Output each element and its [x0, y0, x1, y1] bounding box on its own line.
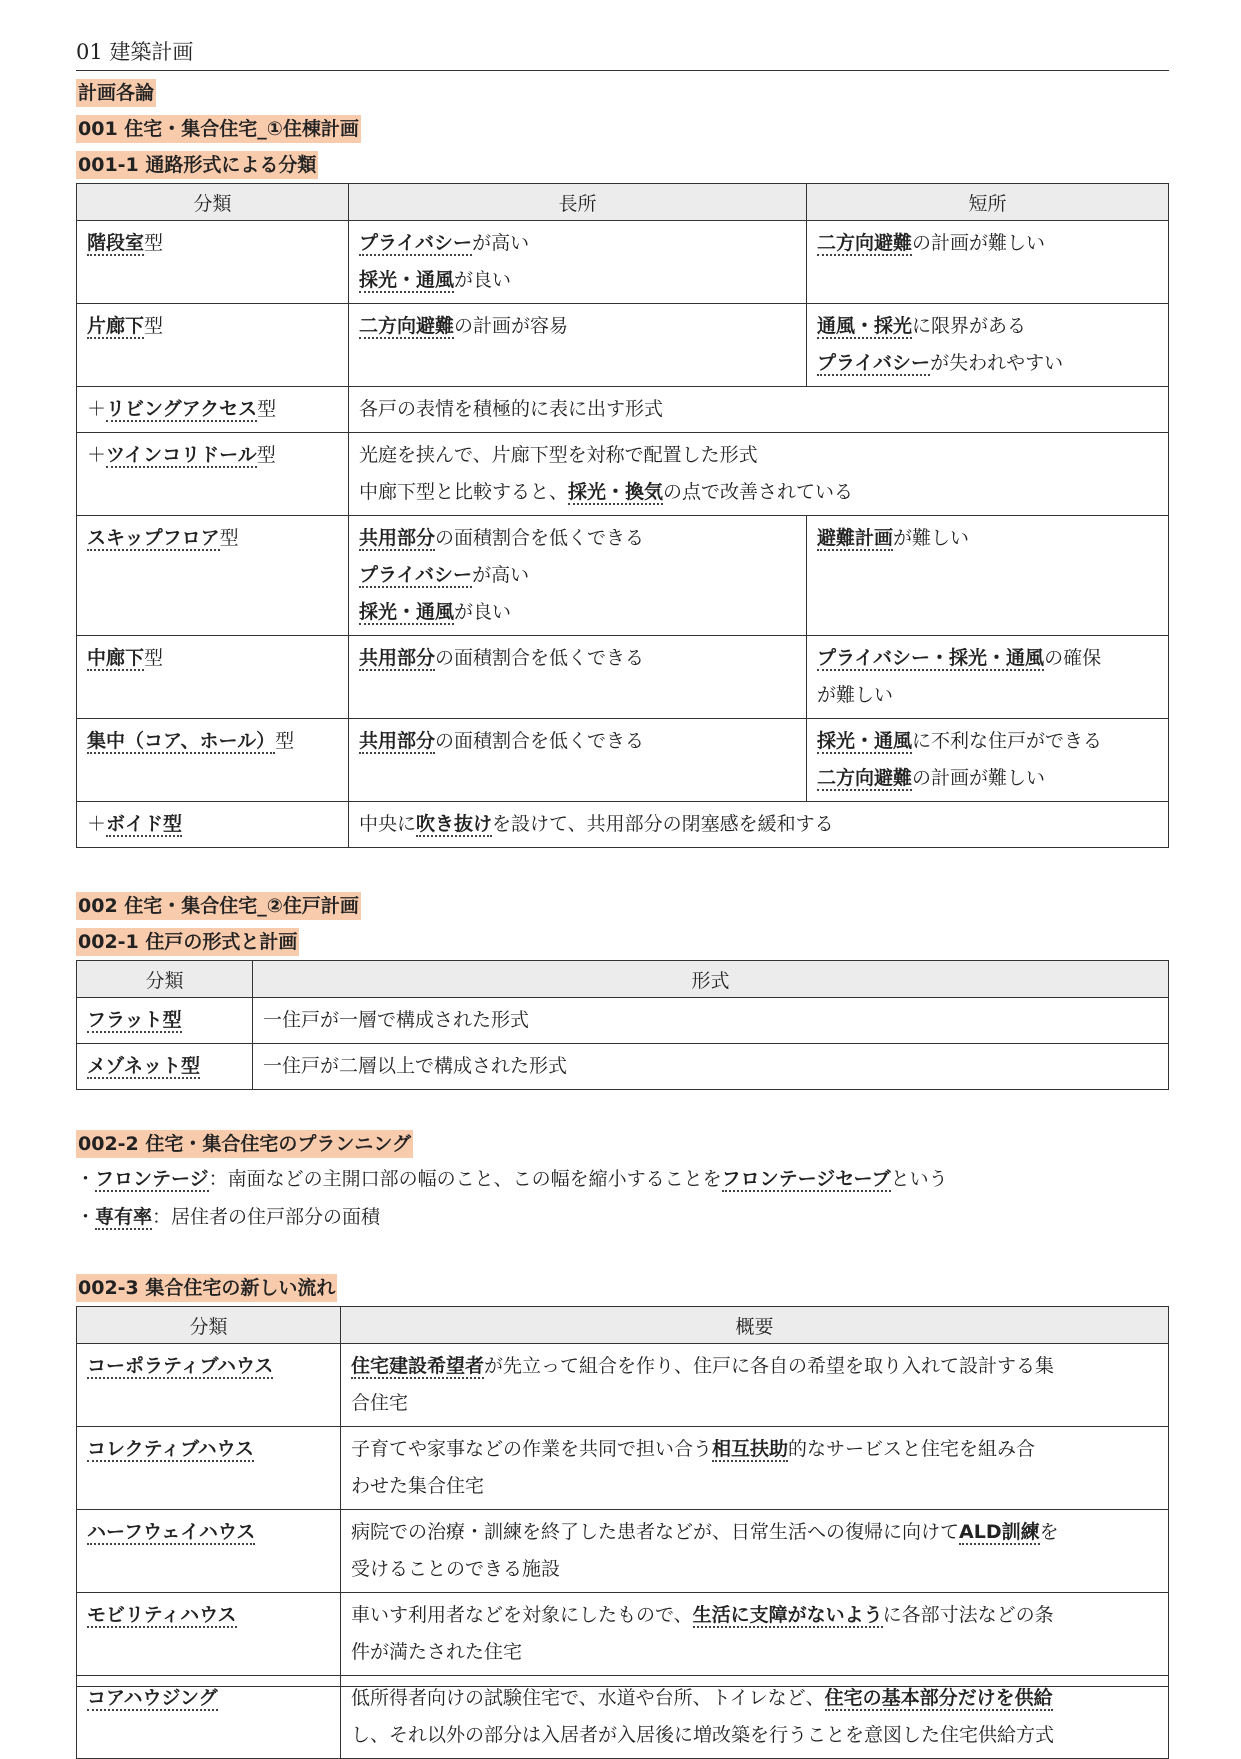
category-cell — [77, 636, 349, 719]
summary-cell — [341, 1676, 1169, 1759]
merit-cell-term: 採光・通風 — [359, 601, 455, 623]
merit-cell-text: の計画が容易 — [454, 315, 569, 337]
heading-002-3: 002-3 集合住宅の新しい流れ — [76, 1274, 337, 1302]
category-cell-line — [87, 723, 338, 760]
summary-cell — [341, 1427, 1169, 1510]
table-corridor-types — [76, 183, 1169, 848]
bullet-text: ：南面などの主開口部の幅のこと、この幅を縮小することを — [208, 1168, 722, 1190]
summary-cell-line — [351, 1634, 1158, 1671]
bullet-text: ・ — [76, 1206, 96, 1228]
table-row — [77, 719, 1169, 802]
table-row — [77, 636, 1169, 719]
table-row — [77, 1344, 1169, 1427]
category-cell-line — [87, 520, 338, 557]
category-cell-text: 型 — [144, 315, 164, 337]
merit-cell-line — [359, 557, 796, 594]
column-header: 形式 — [253, 961, 1169, 998]
category-cell — [77, 516, 349, 636]
category-cell — [77, 1427, 341, 1510]
demerit-cell-line — [817, 225, 1158, 262]
demerit-cell-line — [817, 345, 1158, 382]
merit-cell — [349, 516, 807, 636]
demerit-cell-term: プライバシー — [817, 352, 931, 374]
merit-cell — [349, 221, 807, 304]
summary-cell-text: を — [1039, 1521, 1059, 1543]
merit-cell-term: プライバシー — [359, 232, 473, 254]
format-cell — [253, 998, 1169, 1044]
category-cell-term: ハーフウェイハウス — [87, 1521, 256, 1543]
demerit-cell-term: 二方向避難 — [817, 767, 913, 789]
category-cell — [77, 1593, 341, 1676]
description-cell-text: 各戸の表情を積極的に表に出す形式 — [359, 398, 664, 420]
summary-cell-text: 的なサービスと住宅を組み合 — [788, 1438, 1036, 1460]
merit-cell-line — [359, 308, 796, 345]
format-cell-line — [263, 1002, 1158, 1039]
demerit-cell-line — [817, 677, 1158, 714]
summary-cell-text: 受けることのできる施設 — [351, 1558, 561, 1580]
category-cell — [77, 387, 349, 433]
category-cell-term: 集中（コア、ホール） — [87, 730, 276, 752]
category-cell-term: コレクティブハウス — [87, 1438, 255, 1460]
demerit-cell-text: が難しい — [893, 527, 970, 549]
merit-cell — [349, 636, 807, 719]
category-cell-line — [87, 225, 338, 262]
summary-cell — [341, 1593, 1169, 1676]
section-title: 計画各論 — [76, 79, 156, 107]
description-cell-term: 採光・換気 — [568, 481, 664, 503]
category-cell-term: ボイド型 — [106, 813, 183, 835]
table-unit-types — [76, 960, 1169, 1090]
summary-cell-text: 子育てや家事などの作業を共同で担い合う — [351, 1438, 713, 1460]
bullet-text: ・ — [76, 1168, 96, 1190]
heading-001-1: 001-1 通路形式による分類 — [76, 151, 318, 179]
category-cell-line — [87, 1514, 330, 1551]
category-cell — [77, 433, 349, 516]
table-row — [77, 433, 1169, 516]
summary-cell-line — [351, 1551, 1158, 1588]
table-row — [77, 1427, 1169, 1510]
column-header: 概要 — [341, 1307, 1169, 1344]
demerit-cell-term: 通風・採光 — [817, 315, 913, 337]
table-row — [77, 1510, 1169, 1593]
description-cell-line — [359, 474, 1158, 511]
column-header: 分類 — [77, 1307, 341, 1344]
category-cell-term: フラット型 — [87, 1009, 182, 1031]
demerit-cell-text: に不利な住戸ができる — [912, 730, 1103, 752]
description-cell — [349, 433, 1169, 516]
merit-cell-term: 共用部分 — [359, 527, 436, 549]
summary-cell-term: ALD訓練 — [959, 1521, 1040, 1543]
heading-002-2: 002-2 住宅・集合住宅のプランニング — [76, 1130, 413, 1158]
category-cell-term: スキップフロア — [87, 527, 220, 549]
summary-cell-text: 合住宅 — [351, 1392, 409, 1414]
planning-bullets — [76, 1160, 1169, 1236]
demerit-cell-term: 二方向避難 — [817, 232, 913, 254]
summary-cell-text: 低所得者向けの試験住宅で、水道や台所、トイレなど、 — [351, 1687, 825, 1709]
demerit-cell-line — [817, 640, 1158, 677]
bullet-term: フロンテージセーブ — [721, 1168, 891, 1190]
demerit-cell-term: 避難計画 — [817, 527, 894, 549]
category-cell-line — [87, 308, 338, 345]
bullet-text: という — [890, 1168, 948, 1190]
summary-cell-line — [351, 1348, 1158, 1385]
demerit-cell-text: の確保 — [1044, 647, 1102, 669]
table-row — [77, 304, 1169, 387]
merit-cell-term: 二方向避難 — [359, 315, 455, 337]
merit-cell-text: が高い — [472, 232, 530, 254]
summary-cell-line — [351, 1385, 1158, 1422]
category-cell-term: ツインコリドール — [106, 444, 257, 466]
demerit-cell — [807, 719, 1169, 802]
demerit-cell-text: が失われやすい — [930, 352, 1064, 374]
category-cell-line — [87, 1431, 330, 1468]
summary-cell-text: 病院での治療・訓練を終了した患者などが、日常生活への復帰に向けて — [351, 1521, 960, 1543]
demerit-cell — [807, 304, 1169, 387]
category-cell-text: 型 — [219, 527, 239, 549]
demerit-cell-line — [817, 723, 1158, 760]
category-cell-line — [87, 806, 338, 843]
summary-cell-text: 車いす利用者などを対象にしたもので、 — [351, 1604, 693, 1626]
category-cell-line — [87, 1348, 330, 1385]
document-page — [76, 36, 1169, 1759]
description-cell-text: の点で改善されている — [663, 481, 854, 503]
summary-cell-line — [351, 1597, 1158, 1634]
merit-cell-line — [359, 640, 796, 677]
demerit-cell-term: プライバシー・採光・通風 — [817, 647, 1045, 669]
table-row — [77, 1593, 1169, 1676]
summary-cell-term: 生活に支障がないよう — [692, 1604, 883, 1626]
heading-001: 001 住宅・集合住宅_①住棟計画 — [76, 115, 361, 143]
category-cell-term: 片廊下 — [87, 315, 145, 337]
demerit-cell-text: に限界がある — [912, 315, 1027, 337]
merit-cell-text: が良い — [454, 601, 512, 623]
merit-cell-term: 採光・通風 — [359, 269, 455, 291]
summary-cell-line — [351, 1514, 1158, 1551]
category-cell-text: 型 — [256, 444, 276, 466]
category-cell-line — [87, 640, 338, 677]
merit-cell-line — [359, 723, 796, 760]
demerit-cell-line — [817, 760, 1158, 797]
category-cell — [77, 304, 349, 387]
bullet-term: フロンテージ — [95, 1168, 209, 1190]
category-cell-line — [87, 391, 338, 428]
demerit-cell-line — [817, 308, 1158, 345]
heading-002: 002 住宅・集合住宅_②住戸計画 — [76, 892, 361, 920]
format-cell-text: 一住戸が一層で構成された形式 — [263, 1009, 530, 1031]
merit-cell-text: が良い — [454, 269, 512, 291]
category-cell-text: ＋ — [87, 444, 107, 466]
category-cell-text: ＋ — [87, 813, 107, 835]
table-new-trends — [76, 1306, 1169, 1759]
merit-cell-text: が高い — [472, 564, 530, 586]
merit-cell-line — [359, 225, 796, 262]
category-cell — [77, 1510, 341, 1593]
demerit-cell — [807, 221, 1169, 304]
format-cell-line — [263, 1048, 1158, 1085]
column-header: 分類 — [77, 184, 349, 221]
merit-cell-text: の面積割合を低くできる — [435, 730, 645, 752]
category-cell-text: ＋ — [87, 398, 107, 420]
category-cell-text: 型 — [275, 730, 295, 752]
summary-cell-text: わせた集合住宅 — [351, 1475, 485, 1497]
merit-cell-text: の面積割合を低くできる — [435, 527, 645, 549]
summary-cell-term: 住宅の基本部分だけを供給 — [824, 1687, 1053, 1709]
merit-cell-line — [359, 594, 796, 631]
description-cell — [349, 387, 1169, 433]
demerit-cell-line — [817, 520, 1158, 557]
description-cell-text: 光庭を挟んで、片廊下型を対称で配置した形式 — [359, 444, 758, 466]
summary-cell-text: し、それ以外の部分は入居者が入居後に増改築を行うことを意図した住宅供給方式 — [351, 1724, 1055, 1746]
category-cell-text: 型 — [144, 232, 164, 254]
description-cell-term: 吹き抜け — [416, 813, 493, 835]
table-row — [77, 802, 1169, 848]
column-header: 分類 — [77, 961, 253, 998]
table-row — [77, 516, 1169, 636]
summary-cell — [341, 1510, 1169, 1593]
description-cell-line — [359, 437, 1158, 474]
category-cell-term: コーポラティブハウス — [87, 1355, 274, 1377]
description-cell — [349, 802, 1169, 848]
category-cell-term: メゾネット型 — [87, 1055, 201, 1077]
category-cell — [77, 802, 349, 848]
summary-cell-term: 住宅建設希望者 — [351, 1355, 485, 1377]
category-cell-line — [87, 437, 338, 474]
category-cell-term: 階段室 — [87, 232, 145, 254]
bullet-item — [76, 1198, 1169, 1236]
merit-cell-term: プライバシー — [359, 564, 473, 586]
table-row — [77, 1044, 1169, 1090]
summary-cell-line — [351, 1717, 1158, 1754]
table-row — [77, 221, 1169, 304]
description-cell-text: 中廊下型と比較すると、 — [359, 481, 569, 503]
description-cell-text: を設けて、共用部分の閉塞感を緩和する — [492, 813, 834, 835]
merit-cell-term: 共用部分 — [359, 730, 436, 752]
demerit-cell-text: の計画が難しい — [912, 232, 1046, 254]
category-cell — [77, 998, 253, 1044]
category-cell — [77, 1044, 253, 1090]
summary-cell-term: 相互扶助 — [712, 1438, 789, 1460]
table-row — [77, 998, 1169, 1044]
summary-cell-text: が先立って組合を作り、住戸に各自の希望を取り入れて設計する集 — [484, 1355, 1055, 1377]
category-cell-line — [87, 1048, 242, 1085]
merit-cell-text: の面積割合を低くできる — [435, 647, 645, 669]
footer-rule — [76, 1686, 1169, 1687]
table-row — [77, 1676, 1169, 1759]
summary-cell-line — [351, 1431, 1158, 1468]
category-cell — [77, 1344, 341, 1427]
category-cell-term: 中廊下 — [87, 647, 145, 669]
category-cell-line — [87, 1597, 330, 1634]
merit-cell — [349, 304, 807, 387]
category-cell-term: リビングアクセス — [106, 398, 258, 420]
demerit-cell-text: の計画が難しい — [912, 767, 1046, 789]
category-cell-text: 型 — [144, 647, 164, 669]
demerit-cell — [807, 516, 1169, 636]
description-cell-text: 中央に — [359, 813, 417, 835]
category-cell — [77, 719, 349, 802]
bullet-item — [76, 1160, 1169, 1198]
description-cell-line — [359, 806, 1158, 843]
summary-cell-text: に各部寸法などの条 — [882, 1604, 1054, 1626]
bullet-text: ：居住者の住戸部分の面積 — [152, 1206, 381, 1228]
summary-cell-text: 件が満たされた住宅 — [351, 1641, 523, 1663]
category-cell-text: 型 — [257, 398, 277, 420]
merit-cell-line — [359, 262, 796, 299]
demerit-cell-term: 採光・通風 — [817, 730, 913, 752]
merit-cell — [349, 719, 807, 802]
category-cell-line — [87, 1002, 242, 1039]
demerit-cell — [807, 636, 1169, 719]
format-cell-text: 一住戸が二層以上で構成された形式 — [263, 1055, 568, 1077]
summary-cell-line — [351, 1468, 1158, 1505]
format-cell — [253, 1044, 1169, 1090]
demerit-cell-text: が難しい — [817, 684, 894, 706]
category-cell-term: モビリティハウス — [87, 1604, 237, 1626]
merit-cell-line — [359, 520, 796, 557]
chapter-header: 01 建築計画 — [76, 36, 1169, 71]
merit-cell-term: 共用部分 — [359, 647, 436, 669]
category-cell — [77, 1676, 341, 1759]
description-cell-line — [359, 391, 1158, 428]
category-cell-term: コアハウジング — [87, 1687, 218, 1709]
bullet-term: 専有率 — [95, 1206, 153, 1228]
summary-cell — [341, 1344, 1169, 1427]
column-header: 長所 — [349, 184, 807, 221]
category-cell — [77, 221, 349, 304]
heading-002-1: 002-1 住戸の形式と計画 — [76, 928, 299, 956]
column-header: 短所 — [807, 184, 1169, 221]
table-row — [77, 387, 1169, 433]
